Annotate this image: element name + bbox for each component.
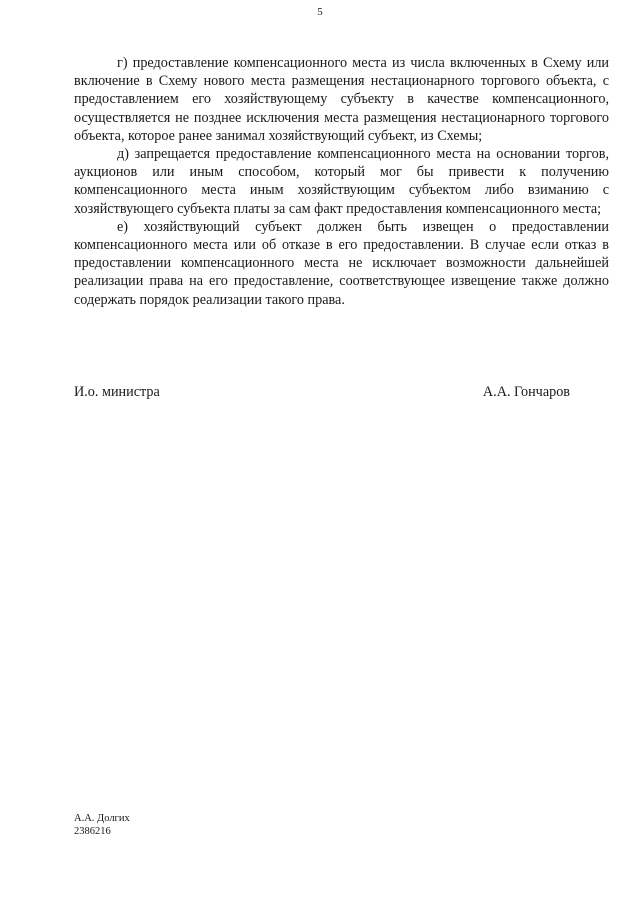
page-number: 5 — [317, 6, 323, 18]
signatory-position: И.о. министра — [74, 384, 160, 400]
executor-phone: 2386216 — [74, 826, 111, 837]
paragraph-d: д) запрещается предоставление компенсационного места на основании торгов, аукционов или иным способом, который мог бы привести к получению компенсационного места иным хозяйствующим субъектом либо взиманию с хозяйствующего субъекта платы за сам факт предоставления компенсационного места; — [74, 146, 609, 217]
paragraph-e: е) хозяйствующий субъект должен быть извещен о предоставлении компенсационного места или об отказе в его предоставлении. В случае если отказ в предоставлении компенсационного места не исключает возможности дальнейшей реализации права на его предоставление, соответствующее извещение также должно содержать порядок реализации такого права. — [74, 218, 609, 308]
signatory-name: А.А. Гончаров — [482, 384, 570, 400]
document-body — [74, 54, 609, 309]
paragraph-g: г) предоставление компенсационного места из числа включенных в Схему или включение в Схему нового места размещения нестационарного торгового объекта, с предоставлением его хозяйствующему субъекту в качестве компенсационного, осуществляется не позднее исключения места размещения нестационарного торгового объекта, которое ранее занимал хозяйствующий субъект, из Схемы; — [74, 55, 609, 144]
signature-block — [74, 384, 570, 401]
executor-footer — [74, 812, 130, 838]
executor-name: А.А. Долгих — [74, 813, 130, 824]
